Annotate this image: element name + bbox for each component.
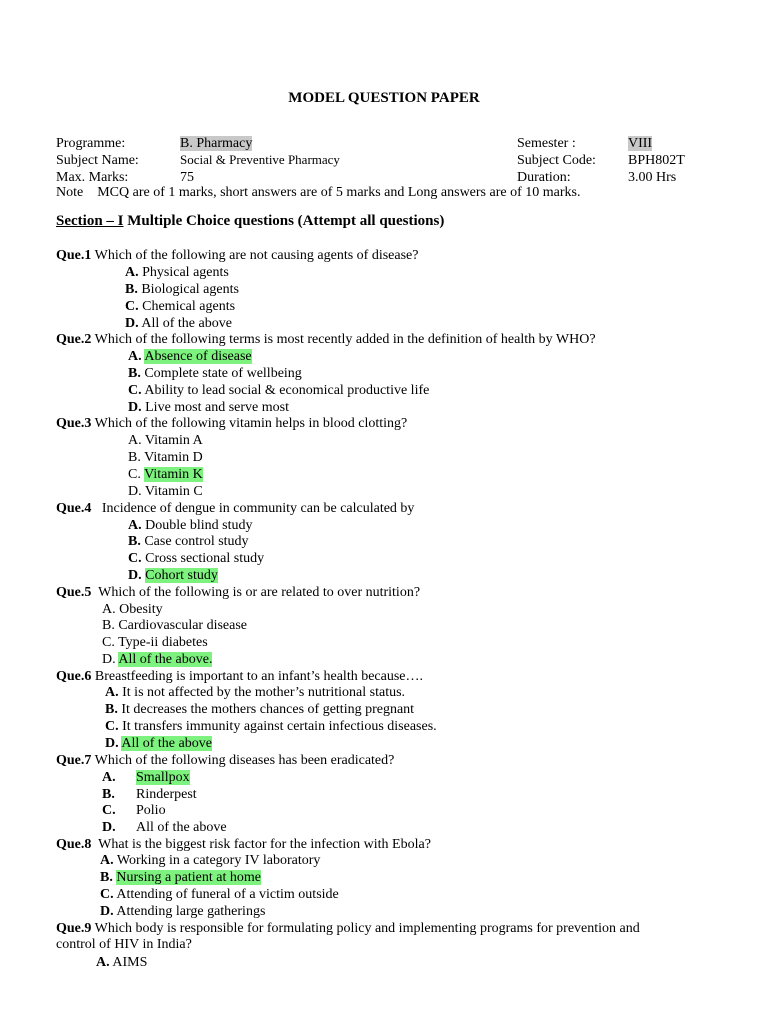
option-text: Complete state of wellbeing (144, 366, 302, 381)
option-letter: A. (128, 518, 142, 533)
question-8 (56, 836, 431, 853)
option-text: Absence of disease (144, 349, 252, 364)
option-text: Attending large gatherings (116, 904, 266, 919)
question-number: Que.9 (56, 921, 92, 936)
option-text: Ability to lead social & economical productive life (144, 383, 430, 398)
option-letter: B. (128, 366, 141, 381)
option-letter: A. (125, 265, 139, 280)
question-number: Que.6 (56, 669, 92, 684)
question-6 (56, 668, 423, 685)
option-6a (105, 684, 405, 701)
option-text: Vitamin C (144, 484, 203, 499)
section-heading (56, 213, 444, 230)
option-text: Working in a category IV laboratory (116, 853, 321, 868)
option-2d (128, 399, 289, 416)
option-6d (105, 735, 212, 752)
option-text: All of the above (141, 316, 232, 331)
option-letter: C. (100, 887, 114, 902)
option-6b (105, 701, 414, 718)
question-9-continued: control of HIV in India? (56, 937, 192, 952)
option-text: Vitamin D (144, 450, 203, 465)
option-letter: D. (102, 820, 116, 835)
question-text: What is the biggest risk factor for the infection with Ebola? (91, 837, 431, 852)
max-marks-value: 75 (180, 170, 194, 185)
option-text: Physical agents (142, 265, 229, 280)
question-number: Que.4 (56, 501, 92, 516)
question-3 (56, 415, 407, 432)
option-text: Vitamin A (144, 433, 203, 448)
option-letter: D. (105, 736, 119, 751)
semester-label: Semester : (517, 136, 576, 151)
option-6c (105, 718, 437, 735)
option-1a (125, 264, 229, 281)
option-3a (128, 432, 203, 449)
option-8d (100, 903, 265, 920)
question-number: Que.8 (56, 837, 92, 852)
option-text: It decreases the mothers chances of getting pregnant (121, 702, 415, 717)
option-letter: B. (125, 282, 138, 297)
programme-label: Programme: (56, 136, 126, 151)
option-letter: C. (128, 467, 141, 482)
option-9a (96, 954, 147, 971)
semester-value-text: VIII (628, 136, 653, 151)
question-text: Breastfeeding is important to an infant’s health because…. (91, 669, 424, 684)
option-letter: B. (100, 870, 113, 885)
option-4d (128, 567, 218, 584)
question-1 (56, 247, 418, 264)
option-letter: D. (128, 400, 142, 415)
option-letter: C. (125, 299, 139, 314)
semester-value (628, 135, 652, 152)
option-1b (125, 281, 239, 298)
option-letter: D. (128, 568, 142, 583)
option-letter: D. (102, 652, 116, 667)
option-letter: A. (102, 770, 116, 785)
option-letter: B. (105, 702, 118, 717)
section-text: Multiple Choice questions (Attempt all questions) (123, 213, 445, 229)
programme-value-text: B. Pharmacy (180, 136, 253, 151)
option-4c (128, 550, 264, 567)
question-text: Incidence of dengue in community can be calculated by (91, 501, 415, 516)
max-marks-label: Max. Marks: (56, 170, 129, 185)
question-text: Which of the following vitamin helps in blood clotting? (91, 416, 408, 431)
subject-name-value: Social & Preventive Pharmacy (180, 152, 340, 167)
subject-code-value: BPH802T (628, 153, 685, 168)
option-text: All of the above. (118, 652, 213, 667)
option-7a (102, 769, 190, 786)
question-text: Which of the following are not causing agents of disease? (91, 248, 419, 263)
question-text: Which of the following terms is most recently added in the definition of health by WHO? (91, 332, 596, 347)
option-7d (102, 819, 227, 836)
option-text: Attending of funeral of a victim outside (116, 887, 339, 902)
option-letter: C. (105, 719, 119, 734)
option-text: Cross sectional study (145, 551, 265, 566)
option-letter: A. (100, 853, 114, 868)
option-5a (102, 601, 163, 618)
page-title: MODEL QUESTION PAPER (288, 90, 480, 106)
option-letter: C. (128, 383, 142, 398)
question-4 (56, 500, 414, 517)
question-9 (56, 920, 640, 937)
option-2a (128, 348, 252, 365)
option-8c (100, 886, 339, 903)
question-7 (56, 752, 394, 769)
option-letter: A. (105, 685, 119, 700)
question-number: Que.3 (56, 416, 92, 431)
option-text: Cardiovascular disease (118, 618, 248, 633)
question-number: Que.7 (56, 753, 92, 768)
subject-code-label: Subject Code: (517, 153, 596, 168)
option-5b (102, 617, 247, 634)
option-text: Vitamin K (144, 467, 203, 482)
programme-value (180, 135, 252, 152)
option-letter: B. (128, 534, 141, 549)
option-letter: A. (102, 602, 116, 617)
option-letter: C. (102, 635, 115, 650)
option-text: Obesity (119, 602, 163, 617)
option-4a (128, 517, 252, 534)
option-2b (128, 365, 302, 382)
option-8a (100, 852, 320, 869)
option-4b (128, 533, 249, 550)
option-letter: D. (100, 904, 114, 919)
option-letter: B. (128, 450, 141, 465)
option-7c (102, 802, 166, 819)
option-letter: B. (102, 618, 115, 633)
option-3b (128, 449, 203, 466)
option-text: Case control study (144, 534, 249, 549)
option-text: Live most and serve most (145, 400, 289, 415)
option-8b (100, 869, 261, 886)
option-text: All of the above (121, 736, 212, 751)
option-letter: D. (128, 484, 142, 499)
option-text: All of the above (136, 820, 227, 835)
option-text: It transfers immunity against certain infectious diseases. (122, 719, 437, 734)
option-text: It is not affected by the mother’s nutritional status. (122, 685, 406, 700)
option-text: Biological agents (141, 282, 239, 297)
question-number: Que.2 (56, 332, 92, 347)
question-text: Which body is responsible for formulating policy and implementing programs for prevention and (91, 921, 640, 936)
question-2 (56, 331, 596, 348)
section-prefix: Section – I (56, 213, 124, 229)
option-letter: C. (128, 551, 142, 566)
option-text: Double blind study (145, 518, 253, 533)
subject-name-label: Subject Name: (56, 153, 139, 168)
option-text: Chemical agents (142, 299, 236, 314)
question-5 (56, 584, 420, 601)
option-text: Nursing a patient at home (116, 870, 261, 885)
option-3d (128, 483, 203, 500)
question-number: Que.5 (56, 585, 92, 600)
option-text: Type-ii diabetes (118, 635, 208, 650)
question-text: Which of the following is or are related to over nutrition? (91, 585, 421, 600)
question-number: Que.1 (56, 248, 92, 263)
option-letter: B. (102, 787, 115, 802)
option-1d (125, 315, 232, 332)
option-7b (102, 786, 197, 803)
option-text: Polio (136, 803, 166, 818)
option-letter: A. (128, 349, 142, 364)
option-2c (128, 382, 429, 399)
option-text: AIMS (112, 955, 148, 970)
option-5d (102, 651, 212, 668)
option-text: Cohort study (145, 568, 218, 583)
question-text: Which of the following diseases has been eradicated? (91, 753, 395, 768)
option-letter: D. (125, 316, 139, 331)
option-1c (125, 298, 235, 315)
option-text: Rinderpest (136, 787, 197, 802)
option-letter: A. (128, 433, 142, 448)
option-letter: C. (102, 803, 116, 818)
duration-label: Duration: (517, 170, 571, 185)
option-3c (128, 466, 203, 483)
option-text: Smallpox (136, 770, 190, 785)
marks-note: Note MCQ are of 1 marks, short answers are of 5 marks and Long answers are of 10 marks. (56, 185, 581, 200)
duration-value: 3.00 Hrs (628, 170, 677, 185)
option-5c (102, 634, 208, 651)
option-letter: A. (96, 955, 110, 970)
